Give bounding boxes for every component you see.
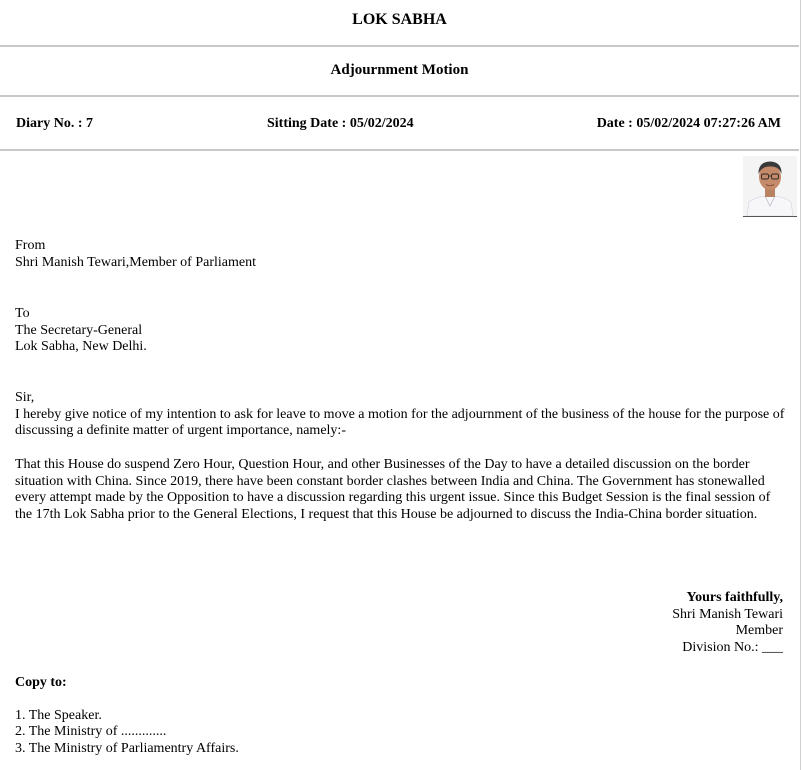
- signatory-name: Shri Manish Tewari: [672, 606, 783, 622]
- sitting-date: Sitting Date : 05/02/2024: [267, 116, 414, 131]
- salutation: Sir,: [15, 390, 35, 405]
- intro-paragraph: I hereby give notice of my intention to ask for leave to move a motion for the adjournment of the business of the house for the purpose of discussing a definite matter of urgent importance, namely:-: [15, 406, 785, 438]
- divider-2: [0, 95, 799, 97]
- submission-date: Date : 05/02/2024 07:27:26 AM: [596, 116, 781, 131]
- member-photo: [743, 156, 797, 217]
- to-recipient: The Secretary-General: [15, 322, 143, 338]
- to-section: [15, 306, 147, 356]
- signature-block: [672, 590, 783, 656]
- copy-to-title: Copy to:: [15, 675, 67, 690]
- from-section: [15, 238, 256, 271]
- member-photo-image: [743, 156, 797, 216]
- from-label: From: [15, 238, 46, 253]
- page-title: LOK SABHA: [352, 11, 447, 28]
- to-label: To: [15, 306, 30, 321]
- diary-number: Diary No. : 7: [16, 116, 93, 131]
- intro-section: [15, 390, 785, 440]
- document-type-heading: Adjournment Motion: [330, 62, 469, 78]
- from-name: Shri Manish Tewari,Member of Parliament: [15, 254, 256, 270]
- copy-item: 3. The Ministry of Parliamentry Affairs.: [15, 740, 239, 756]
- divider-1: [0, 45, 799, 47]
- closing: Yours faithfully,: [686, 590, 783, 605]
- motion-paragraph: That this House do suspend Zero Hour, Question Hour, and other Businesses of the Day to have a detailed discussion on the border situation with China. Since 2019, there have been constant border clashes between India and China. The Government has stonewalled every attempt made by the Opposition to have a discussion regarding this urgent issue. Since this Budget Session is the final session of the 17th Lok Sabha prior to the General Elections, I request that this House be adjourned to discuss the India-China border situation.: [15, 457, 771, 522]
- to-address: Lok Sabha, New Delhi.: [15, 339, 147, 354]
- copy-to-section: [15, 675, 239, 757]
- division-number: Division No.: ___: [682, 639, 783, 655]
- divider-3: [0, 149, 799, 151]
- copy-item: 2. The Ministry of .............: [15, 724, 167, 739]
- signatory-role: Member: [735, 623, 783, 638]
- page-right-border: [800, 0, 801, 770]
- copy-item: 1. The Speaker.: [15, 707, 102, 723]
